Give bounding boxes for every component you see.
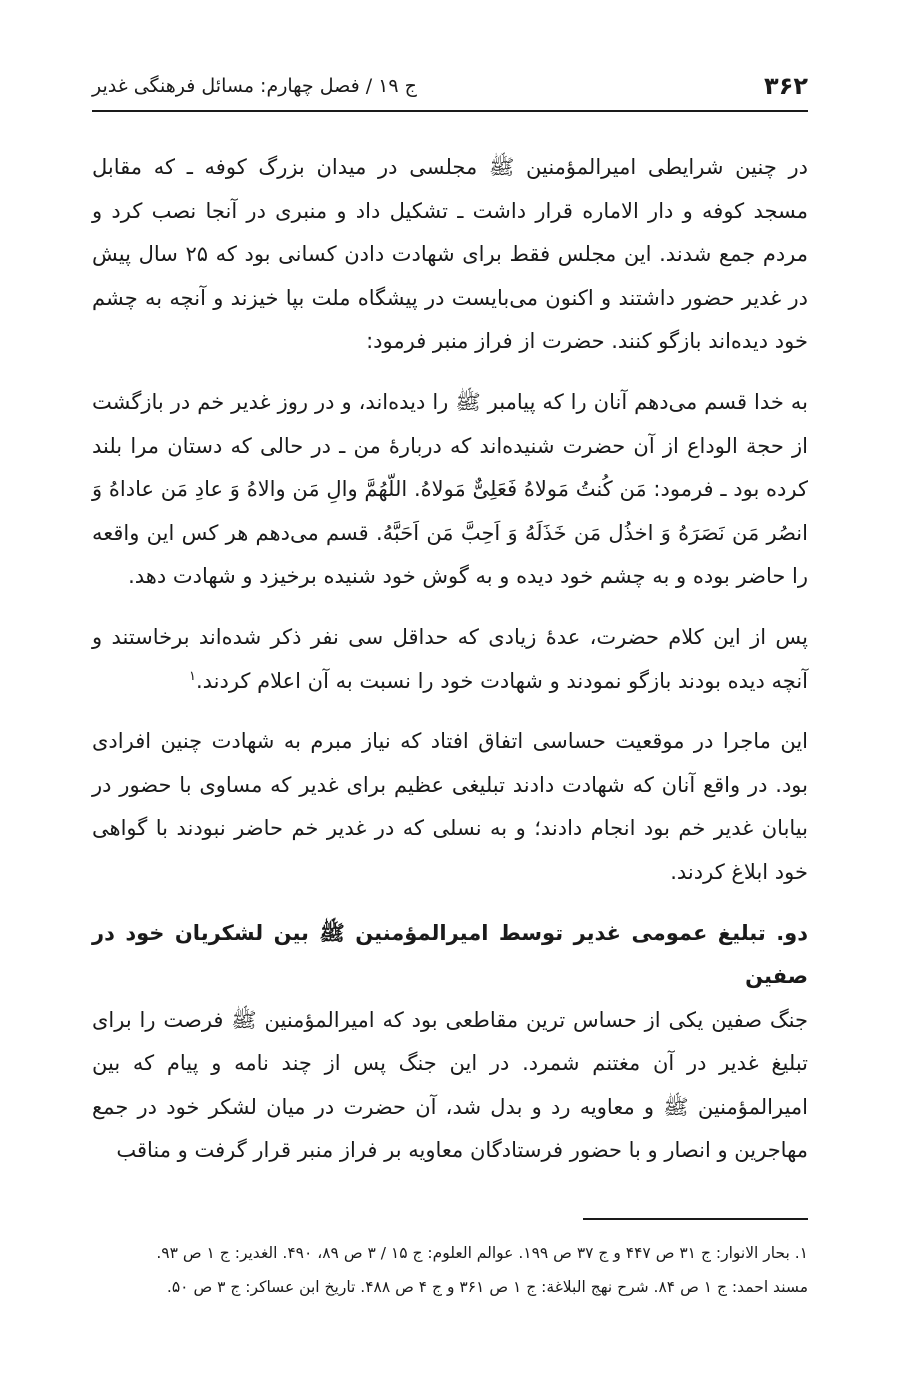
page-header bbox=[92, 62, 808, 112]
footnote-line-1: ۱. بحار الانوار: ج ۳۱ ص ۴۴۷ و ج ۳۷ ص ۱۹۹. عوالم العلوم: ج ۱۵ / ۳ ص ۸۹، ۴۹۰. الغدیر: ج ۱ ص ۹۳. bbox=[156, 1244, 808, 1262]
paragraph-1: در چنین شرایطی امیرالمؤمنین ﷺ مجلسی در میدان بزرگ کوفه ـ که مقابل مسجد کوفه و دار الاماره قرار داشت ـ تشکیل داد و منبری در آنجا نصب کرد و مردم جمع شدند. این مجلس فقط برای شهادت دادن کسانی بود که ۲۵ سال پیش در غدیر حضور داشتند و اکنون می‌بایست در پیشگاه ملت بپا خیزند و آنچه به چشم خود دیده‌اند بازگو کنند. حضرت از فراز منبر فرمود: bbox=[92, 155, 809, 354]
page-number: ۳۶۲ bbox=[764, 72, 808, 100]
footnote-divider bbox=[583, 1218, 808, 1220]
footnotes bbox=[92, 1236, 808, 1304]
section-heading: دو. تبلیغ عمومی غدیر توسط امیرالمؤمنین ﷺ بین لشکریان خود در صفین bbox=[92, 920, 808, 989]
paragraph-5: جنگ صفین یکی از حساس ترین مقاطعی بود که امیرالمؤمنین ﷺ فرصت را برای تبلیغ غدیر در آن مغتنم شمرد. در این جنگ پس از چند نامه و پیام که بین امیرالمؤمنین ﷺ و معاویه رد و بدل شد، آن حضرت در میان لشکر خود در جمع مهاجرین و انصار و با حضور فرستادگان معاویه بر فراز منبر قرار گرفت و مناقب bbox=[92, 1007, 808, 1163]
footnote-ref-1[interactable]: ۱ bbox=[188, 668, 196, 684]
footnote-line-2: مسند احمد: ج ۱ ص ۸۴. شرح نهج البلاغة: ج ۱ ص ۳۶۱ و ج ۴ ص ۴۸۸. تاریخ ابن عساکر: ج ۳ ص ۵۰. bbox=[166, 1278, 808, 1296]
paragraph-3 bbox=[92, 616, 808, 703]
running-title: ج ۱۹ / فصل چهارم: مسائل فرهنگی غدیر bbox=[92, 75, 417, 97]
paragraph-2-quote: به خدا قسم می‌دهم آنان را که پیامبر ﷺ را دیده‌اند، و در روز غدیر خم در بازگشت از حجة الوداع از آن حضرت شنیده‌اند که دربارهٔ من ـ در حالی که دستان مرا بلند کرده بود ـ فرمود: مَن کُنتُ مَولاهُ فَعَلِیٌّ مَولاهُ. اللّهُمَّ والِ مَن والاهُ وَ عادِ مَن عاداهُ وَ انصُر مَن نَصَرَهُ وَ اخذُل مَن خَذَلَهُ وَ اَحِبَّ مَن اَحَبَّهُ. قسم می‌دهم هر کس این واقعه را حاضر بوده و به چشم خود دیده و به گوش خود شنیده برخیزد و شهادت دهد. bbox=[92, 389, 808, 589]
page-body bbox=[92, 146, 808, 1190]
paragraph-4: این ماجرا در موقعیت حساسی اتفاق افتاد که نیاز مبرم به شهادت چنین افرادی بود. در واقع آنان که شهادت دادند تبلیغی عظیم برای غدیر که مساوی با حضور در بیابان غدیر خم بود انجام دادند؛ و به نسلی که در غدیر خم حاضر نبودند با گواهی خود ابلاغ کردند. bbox=[92, 729, 808, 884]
paragraph-3-text: پس از این کلام حضرت، عدهٔ زیادی که حداقل سی نفر ذکر شده‌اند برخاستند و آنچه دیده بودند بازگو نمودند و شهادت خود را نسبت به آن اعلام کردند. bbox=[92, 624, 808, 693]
